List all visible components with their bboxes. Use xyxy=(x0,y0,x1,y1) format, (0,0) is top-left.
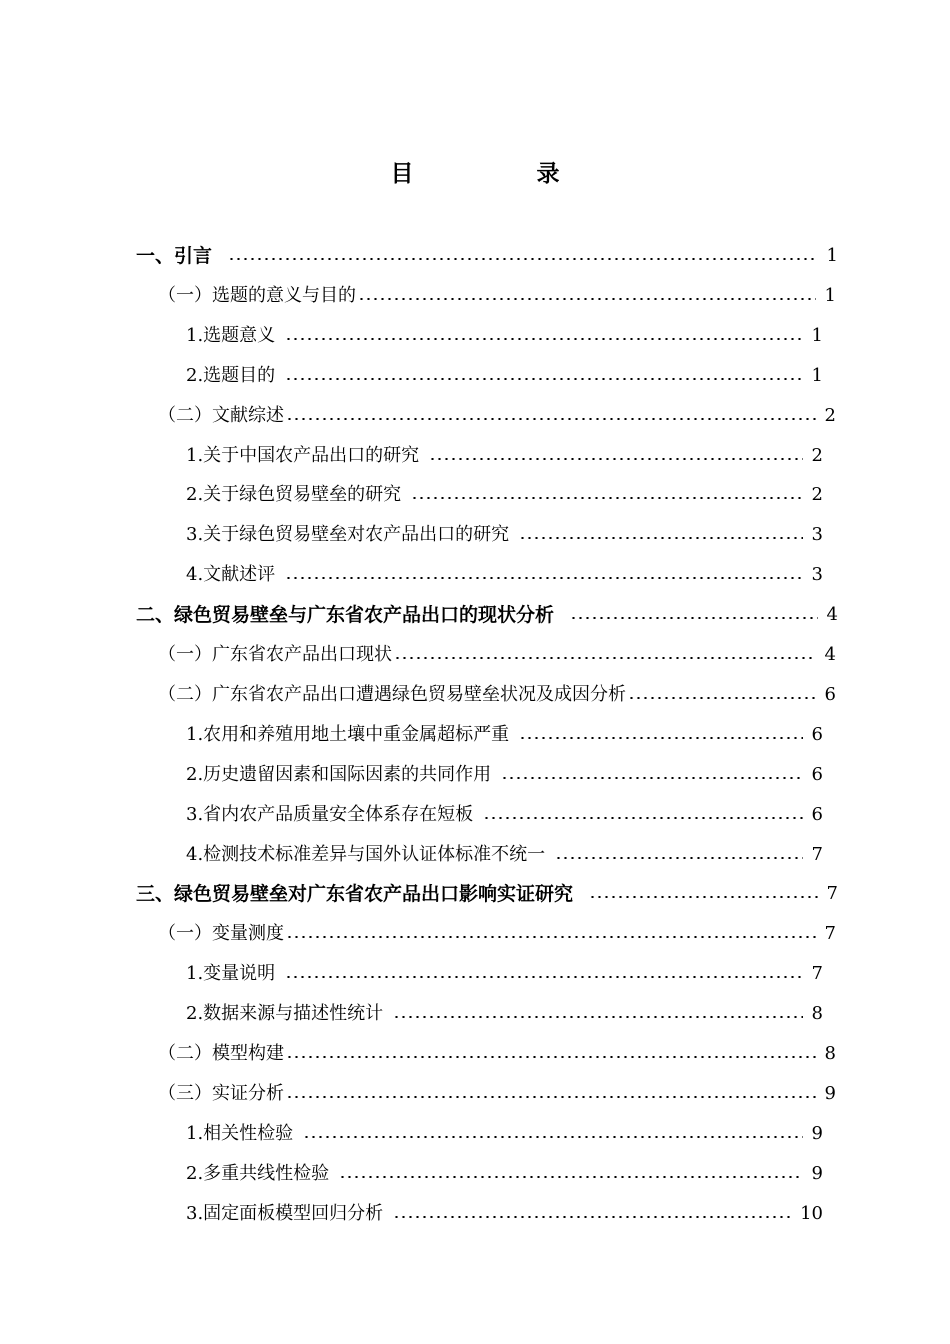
toc-entry-label: 1.农用和养殖用地土壤中重金属超标严重 xyxy=(186,724,510,745)
toc-dot-leader xyxy=(429,458,803,460)
toc-entry[interactable] xyxy=(158,635,836,675)
toc-dot-leader xyxy=(501,777,803,779)
page-title: 目 录 xyxy=(390,161,610,187)
toc-entry[interactable] xyxy=(158,675,836,715)
toc-entry-label: 3.省内农产品质量安全体系存在短板 xyxy=(186,804,474,825)
toc-page-number: 1 xyxy=(811,365,823,386)
toc-entry-label: 2.选题目的 xyxy=(186,365,276,386)
toc-dot-leader xyxy=(286,936,816,938)
toc-page-number: 8 xyxy=(811,1003,823,1024)
toc-dot-leader xyxy=(519,737,803,739)
toc-dot-leader xyxy=(358,298,816,300)
toc-entry-label: 一、引言 xyxy=(136,245,213,267)
toc-dot-leader xyxy=(519,537,803,539)
toc-dot-leader xyxy=(483,817,803,819)
toc-entry[interactable] xyxy=(186,1114,823,1154)
toc-dot-leader xyxy=(589,896,818,898)
toc-entry-label: 1.相关性检验 xyxy=(186,1123,294,1144)
toc-page-number: 6 xyxy=(811,764,823,785)
toc-dot-leader xyxy=(303,1136,803,1138)
toc-entry-label: 2.数据来源与描述性统计 xyxy=(186,1003,384,1024)
toc-entry[interactable] xyxy=(186,316,823,356)
toc-page-number: 7 xyxy=(811,963,823,984)
toc-entry[interactable] xyxy=(186,755,823,795)
toc-entry[interactable] xyxy=(158,396,836,436)
toc-entry[interactable] xyxy=(186,795,823,835)
toc-entry-label: （一）广东省农产品出口现状 xyxy=(158,644,392,665)
toc-entry-label: （二）文献综述 xyxy=(158,405,284,426)
toc-dot-leader xyxy=(285,338,803,340)
toc-dot-leader xyxy=(394,657,816,659)
toc-entry-label: （二）广东省农产品出口遭遇绿色贸易壁垒状况及成因分析 xyxy=(158,684,626,705)
toc-page-number: 7 xyxy=(824,923,836,944)
toc-page-number: 2 xyxy=(811,445,823,466)
toc-page-number: 7 xyxy=(811,844,823,865)
toc-page-number: 1 xyxy=(826,245,838,266)
toc-entry[interactable] xyxy=(186,715,823,755)
toc-page-number: 3 xyxy=(811,524,823,545)
toc-entry[interactable] xyxy=(158,1074,836,1114)
toc-entry[interactable] xyxy=(158,914,836,954)
toc-entry-label: 4.检测技术标准差异与国外认证体标准不统一 xyxy=(186,844,546,865)
toc-entry-label: （一）变量测度 xyxy=(158,923,284,944)
toc-entry-label: （三）实证分析 xyxy=(158,1083,284,1104)
toc-entry[interactable] xyxy=(186,555,823,595)
toc-page-number: 4 xyxy=(824,644,836,665)
toc-dot-leader xyxy=(286,418,816,420)
toc-entry[interactable] xyxy=(186,356,823,396)
toc-entry-label: 2.多重共线性检验 xyxy=(186,1163,330,1184)
toc-entry[interactable] xyxy=(186,515,823,555)
toc-entry-label: 3.固定面板模型回归分析 xyxy=(186,1203,384,1224)
toc-page-number: 9 xyxy=(811,1163,823,1184)
toc-dot-leader xyxy=(285,577,803,579)
toc-entry[interactable] xyxy=(136,236,838,276)
toc-dot-leader xyxy=(285,976,803,978)
toc-entry-label: 2.历史遗留因素和国际因素的共同作用 xyxy=(186,764,492,785)
toc-page-number: 1 xyxy=(824,285,836,306)
toc-page-number: 10 xyxy=(800,1203,823,1224)
toc-entry[interactable] xyxy=(186,994,823,1034)
toc-dot-leader xyxy=(228,258,818,260)
toc-page-number: 4 xyxy=(826,604,838,625)
toc-entry-label: 4.文献述评 xyxy=(186,564,276,585)
toc-dot-leader xyxy=(570,617,818,619)
toc-entry[interactable] xyxy=(186,1154,823,1194)
toc-dot-leader xyxy=(628,697,816,699)
toc-entry[interactable] xyxy=(186,475,823,515)
toc-page-number: 6 xyxy=(811,804,823,825)
toc-entry[interactable] xyxy=(186,835,823,875)
toc-entry-label: 三、绿色贸易壁垒对广东省农产品出口影响实证研究 xyxy=(136,883,574,905)
toc-entry[interactable] xyxy=(186,436,823,476)
toc-dot-leader xyxy=(555,857,803,859)
toc-page-number: 2 xyxy=(811,484,823,505)
toc-entry[interactable] xyxy=(186,1194,823,1234)
toc-page-number: 2 xyxy=(824,405,836,426)
toc-entry-label: 二、绿色贸易壁垒与广东省农产品出口的现状分析 xyxy=(136,604,555,626)
toc-page-number: 6 xyxy=(811,724,823,745)
toc-entry-label: 2.关于绿色贸易壁垒的研究 xyxy=(186,484,402,505)
toc-entry-label: 1.变量说明 xyxy=(186,963,276,984)
toc-entry-label: 1.选题意义 xyxy=(186,325,276,346)
toc-dot-leader xyxy=(286,1096,816,1098)
toc-page-number: 6 xyxy=(824,684,836,705)
toc-page-number: 3 xyxy=(811,564,823,585)
toc-page-number: 9 xyxy=(824,1083,836,1104)
toc-page-number: 9 xyxy=(811,1123,823,1144)
toc-entry[interactable] xyxy=(158,276,836,316)
toc-entry[interactable] xyxy=(186,954,823,994)
toc-dot-leader xyxy=(339,1176,803,1178)
toc-dot-leader xyxy=(393,1016,803,1018)
toc-dot-leader xyxy=(285,378,803,380)
toc-dot-leader xyxy=(286,1056,816,1058)
toc-page-number: 8 xyxy=(824,1043,836,1064)
toc-entry[interactable] xyxy=(136,595,838,635)
toc-entry-label: 1.关于中国农产品出口的研究 xyxy=(186,445,420,466)
toc-entry[interactable] xyxy=(158,1034,836,1074)
toc-entry-label: 3.关于绿色贸易壁垒对农产品出口的研究 xyxy=(186,524,510,545)
toc-dot-leader xyxy=(411,497,803,499)
toc-page-number: 7 xyxy=(826,883,838,904)
toc-dot-leader xyxy=(393,1216,794,1218)
toc-entry[interactable] xyxy=(136,874,838,914)
toc-page-number: 1 xyxy=(811,325,823,346)
toc-entry-label: （一）选题的意义与目的 xyxy=(158,285,356,306)
toc-entry-label: （二）模型构建 xyxy=(158,1043,284,1064)
